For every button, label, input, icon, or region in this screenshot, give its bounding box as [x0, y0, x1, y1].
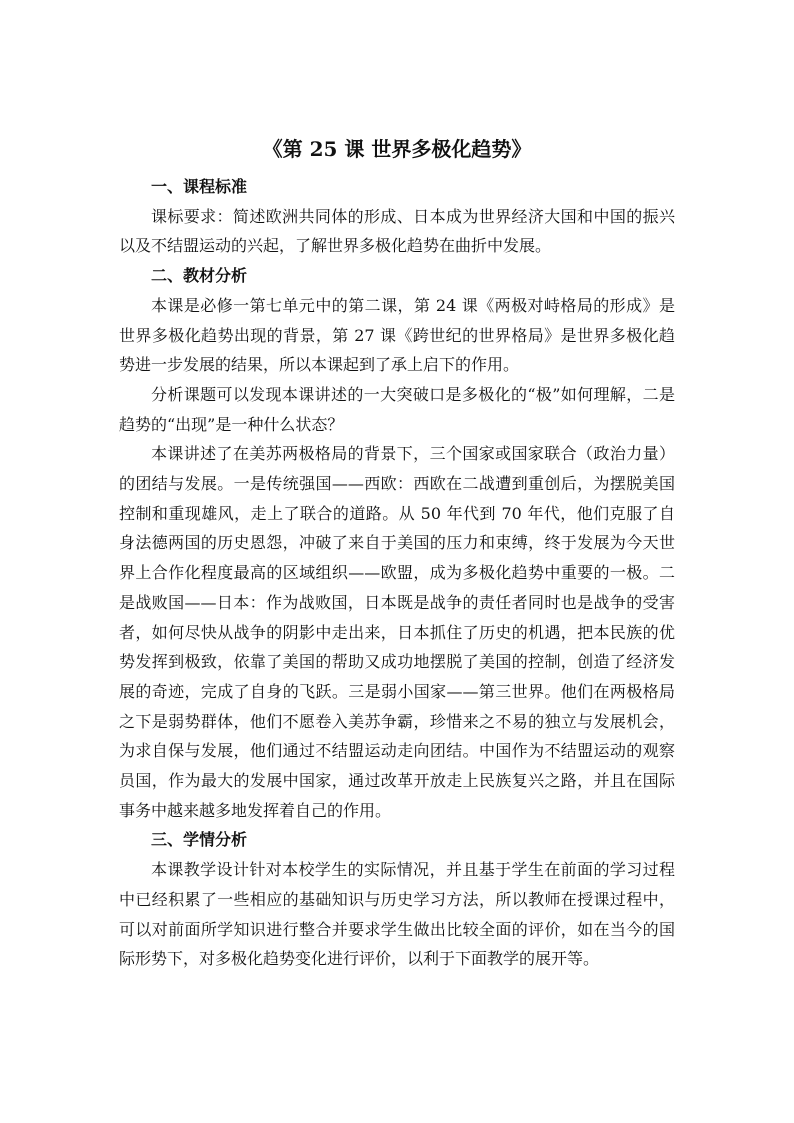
paragraph-curriculum-requirement: 课标要求：简述欧洲共同体的形成、日本成为世界经济大国和中国的振兴以及不结盟运动的兴起，了解世界多极化趋势在曲折中发展。: [119, 206, 675, 256]
paragraph-lesson-position: 本课是必修一第七单元中的第二课，第 24 课《两极对峙格局的形成》是世界多极化趋势出现的背景，第 27 课《跨世纪的世界格局》是世界多极化趋势进一步发展的结果，所以本课起到了承上启下的作用。: [119, 295, 675, 375]
paragraph-student-analysis: 本课教学设计针对本校学生的实际情况，并且基于学生在前面的学习过程中已经积累了一些相应的基础知识与历史学习方法，所以教师在授课过程中，可以对前面所学知识进行整合并要求学生做出比较全面的评价，如在当今的国际形势下，对多极化趋势变化进行评价，以利于下面教学的展开等。: [119, 860, 675, 969]
paragraph-title-analysis: 分析课题可以发现本课讲述的一大突破口是多极化的“极”如何理解，二是趋势的“出现”是一种什么状态？: [119, 384, 675, 434]
document-title: 《第 25 课 世界多极化趋势》: [262, 137, 532, 161]
section-heading-textbook-analysis: 二、教材分析: [151, 266, 248, 286]
section-heading-student-analysis: 三、学情分析: [151, 830, 248, 850]
paragraph-lesson-content: 本课讲述了在美苏两极格局的背景下，三个国家或国家联合（政治力量）的团结与发展。一是传统强国——西欧：西欧在二战遭到重创后，为摆脱美国控制和重现雄风，走上了联合的道路。从 50 年代到 70 年代，他们克服了自身法德两国的历史恩怨，冲破了来自于美国的压力和束缚，终于发展为今天世界上合作化程度最高的区域组织——欧盟，成为多极化趋势中重要的一极。二是战败国——日本：作为战败国，日本既是战争的责任者同时也是战争的受害者，如何尽快从战争的阴影中走出来，日本抓住了历史的机遇，把本民族的优势发挥到极致，依靠了美国的帮助又成功地摆脱了美国的控制，创造了经济发展的奇迹，完成了自身的飞跃。三是弱小国家——第三世界。他们在两极格局之下是弱势群体，他们不愿卷入美苏争霸，珍惜来之不易的独立与发展机会，为求自保与发展，他们通过不结盟运动走向团结。中国作为不结盟运动的观察员国，作为最大的发展中国家，通过改革开放走上民族复兴之路，并且在国际事务中越来越多地发挥着自己的作用。: [119, 444, 675, 820]
section-heading-curriculum-standard: 一、课程标准: [151, 177, 248, 196]
document-body: [119, 172, 675, 974]
